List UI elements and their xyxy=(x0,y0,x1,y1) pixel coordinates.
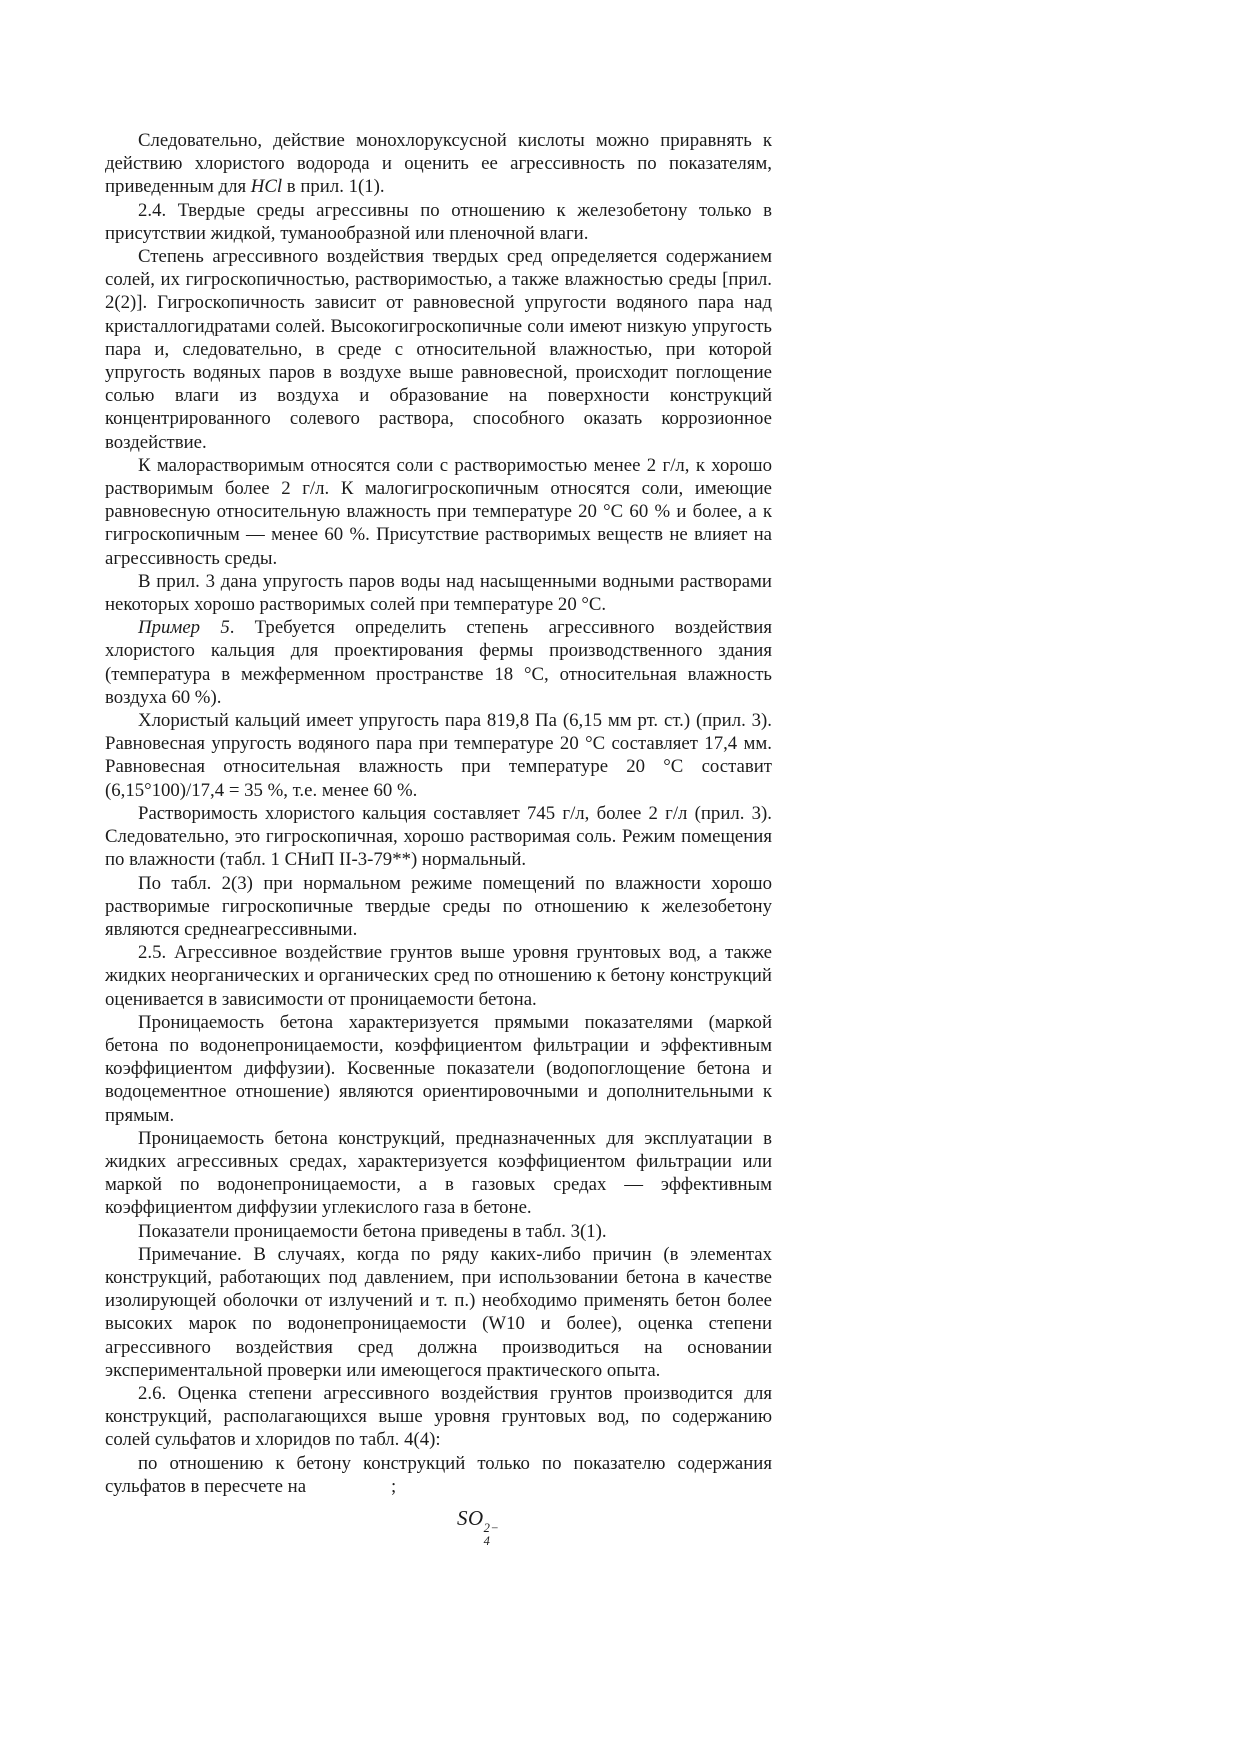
text-run: Растворимость хлористого кальция составляет 745 г/л, более 2 г/л (прил. 3). Следовательно, это гигроскопичная, хорошо растворимая соль. Режим помещения по влажности (табл. 1 СНиП II-3-79**) нормальный. xyxy=(105,802,772,871)
paragraph xyxy=(105,570,772,616)
formula-line xyxy=(457,1507,772,1548)
italic-text-run: HCl xyxy=(250,176,283,198)
text-run: . Требуется определить степень агрессивного воздействия хлористого кальция для проектирования фермы производственного здания (температура в межферменном пространстве 18 °С, относительная влажность воздуха 60 %). xyxy=(105,617,772,708)
formula-base: SO xyxy=(457,1505,484,1530)
text-run: Проницаемость бетона характеризуется прямыми показателями (маркой бетона по водонепроницаемости, коэффициентом фильтрации и эффективным коэффициентом диффузии). Косвенные показатели (водопоглощение бетона и водоцементное отношение) являются ориентировочными и дополнительными к прямым. xyxy=(105,1011,772,1126)
paragraph xyxy=(105,129,772,199)
text-run: Следовательно, действие монохлоруксусной кислоты можно приравнять к действию хлористого водорода и оценить ее агрессивность по показателям, приведенным для xyxy=(105,130,772,198)
text-run: в прил. 1(1). xyxy=(282,176,385,198)
text-run: По табл. 2(3) при нормальном режиме помещений по влажности хорошо растворимые гигроскопичные твердые среды по отношению к железобетону являются среднеагрессивными. xyxy=(105,872,772,940)
paragraph xyxy=(105,1382,772,1452)
paragraph xyxy=(105,616,772,709)
text-run: 2.5. Агрессивное воздействие грунтов выше уровня грунтовых вод, а также жидких неорганических и органических сред по отношению к бетону конструкций оценивается в зависимости от проницаемости бетона. xyxy=(105,942,772,1010)
text-run: 2.4. Твердые среды агрессивны по отношению к железобетону только в присутствии жидкой, туманообразной или пленочной влаги. xyxy=(105,199,772,244)
paragraph xyxy=(105,1127,772,1220)
paragraph xyxy=(105,1220,772,1243)
formula-subscript: 4 xyxy=(483,1534,491,1549)
formula-superscript: 2− xyxy=(483,1520,500,1535)
formula-placeholder-gap xyxy=(306,1491,391,1492)
paragraph xyxy=(105,245,772,454)
text-run: по отношению к бетону конструкций только по показателю содержания сульфатов в пересчете на xyxy=(105,1452,772,1497)
formula-supsub xyxy=(484,1522,500,1548)
sulfate-ion-formula xyxy=(457,1505,500,1549)
text-run: В прил. 3 дана упругость паров воды над насыщенными водными растворами некоторых хорошо растворимых солей при температуре 20 °С. xyxy=(105,570,772,616)
text-column xyxy=(105,129,772,1548)
text-run: ; xyxy=(391,1475,397,1497)
text-run: Степень агрессивного воздействия твердых сред определяется содержанием солей, их гигроскопичностью, растворимостью, а также влажностью среды [прил. 2(2)]. Гигроскопичность зависит от равновесной упругости водяного пара над кристаллогидратами солей. Высокогигроскопичные соли имеют низкую упругость пара и, следовательно, в среде с относительной влажностью, при которой упругость водяных паров в воздухе выше равновесной, происходит поглощение солью влаги из воздуха и образование на поверхности конструкций концентрированного солевого раствора, способного оказать коррозионное воздействие. xyxy=(105,246,772,453)
text-run: Проницаемость бетона конструкций, предназначенных для эксплуатации в жидких агрессивных средах, характеризуется коэффициентом фильтрации или маркой по водонепроницаемости, а в газовых средах — эффективным коэффициентом диффузии углекислого газа в бетоне. xyxy=(105,1127,772,1219)
paragraph xyxy=(105,941,772,1011)
paragraph xyxy=(105,1243,772,1382)
text-run: Хлористый кальций имеет упругость пара 819,8 Па (6,15 мм рт. ст.) (прил. 3). Равновесная упругость водяного пара при температуре 20 °С составляет 17,4 мм. Равновесная относительная влажность при температуре 20 °С составит (6,15°100)/17,4 = 35 %, т.е. менее 60 %. xyxy=(105,710,772,801)
text-run: Примечание. В случаях, когда по ряду каких-либо причин (в элементах конструкций, работающих под давлением, при использовании бетона в качестве изолирующей оболочки от излучений и т. п.) необходимо применять бетон более высоких марок по водонепроницаемости (W10 и более), оценка степени агрессивного воздействия сред должна производиться на основании экспериментальной проверки или имеющегося практического опыта. xyxy=(105,1243,772,1381)
paragraph xyxy=(105,454,772,570)
italic-text-run: Пример 5 xyxy=(138,617,230,639)
paragraph xyxy=(105,1452,772,1498)
paragraph xyxy=(105,199,772,245)
text-run: 2.6. Оценка степени агрессивного воздействия грунтов производится для конструкций, располагающихся выше уровня грунтовых вод, по содержанию солей сульфатов и хлоридов по табл. 4(4): xyxy=(105,1382,772,1451)
text-run: К малорастворимым относятся соли с растворимостью менее 2 г/л, к хорошо растворимым более 2 г/л. К малогигроскопичным относятся соли, имеющие равновесную относительную влажность при температуре 20 °С 60 % и более, а к гигроскопичным — менее 60 %. Присутствие растворимых веществ не влияет на агрессивность среды. xyxy=(105,454,772,569)
text-run: Показатели проницаемости бетона приведены в табл. 3(1). xyxy=(138,1220,607,1242)
paragraph xyxy=(105,1011,772,1127)
paragraph xyxy=(105,872,772,942)
paragraph xyxy=(105,709,772,802)
paragraph xyxy=(105,802,772,872)
